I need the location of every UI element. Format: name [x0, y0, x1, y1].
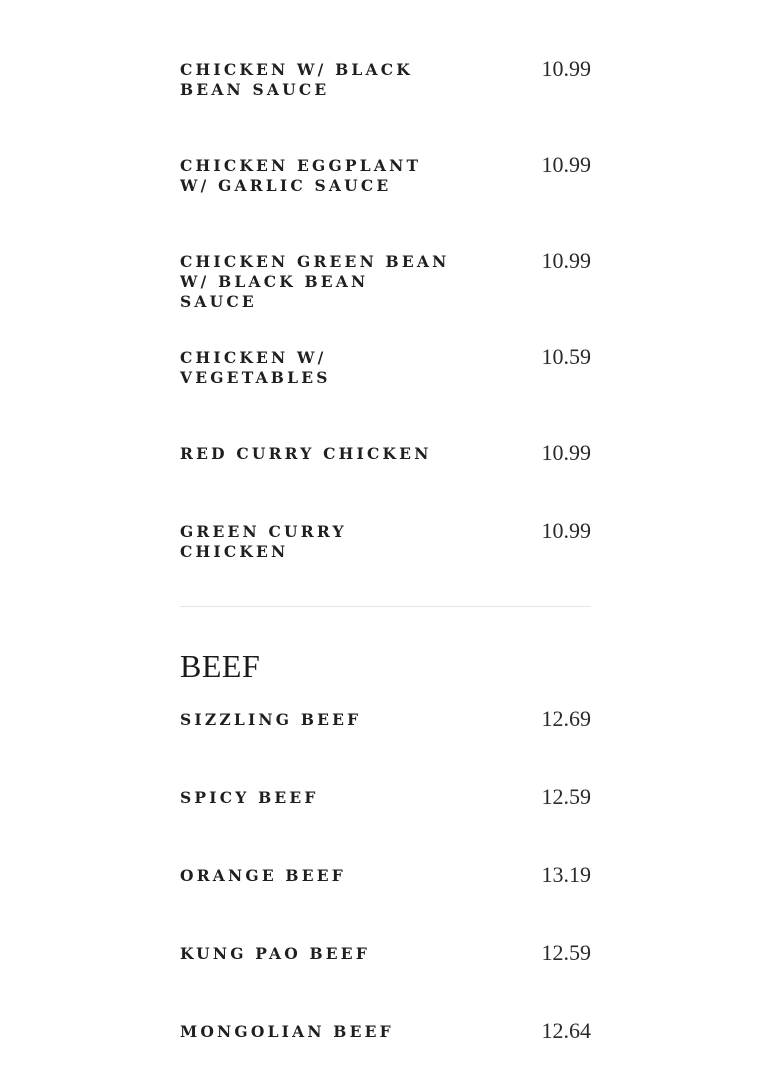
menu-item-name: SIZZLING BEEF — [180, 710, 362, 729]
menu-item-name: CHICKEN EGGPLANT W/ GARLIC SAUCE — [180, 156, 422, 195]
menu-item-price: 10.59 — [541, 344, 591, 369]
menu-item-price: 10.99 — [541, 518, 591, 543]
menu-item-name: SPICY BEEF — [180, 788, 319, 807]
menu-item-price: 10.99 — [541, 248, 591, 273]
menu-item-name: KUNG PAO BEEF — [180, 944, 371, 963]
menu-item-price: 13.19 — [541, 862, 591, 887]
menu-item-price: 10.99 — [541, 440, 591, 465]
menu-item-price: 10.99 — [541, 152, 591, 177]
section-title-beef: BEEF — [180, 648, 261, 684]
menu-item-price: 12.64 — [541, 1018, 591, 1043]
section-divider — [180, 606, 591, 607]
menu-item-name: CHICKEN W/ BLACK BEAN SAUCE — [180, 60, 413, 99]
menu-item-price: 12.59 — [541, 784, 591, 809]
menu-item-name: CHICKEN GREEN BEAN W/ BLACK BEAN SAUCE — [180, 252, 450, 311]
menu-item-name: ORANGE BEEF — [180, 866, 346, 885]
menu-item-name: MONGOLIAN BEEF — [180, 1022, 394, 1041]
menu-item-name: GREEN CURRY CHICKEN — [180, 522, 347, 561]
menu-item-price: 10.99 — [541, 56, 591, 81]
menu-item-name: CHICKEN W/ VEGETABLES — [180, 348, 331, 387]
menu-item-price: 12.59 — [541, 940, 591, 965]
menu-item-name: RED CURRY CHICKEN — [180, 444, 432, 463]
menu-item-price: 12.69 — [541, 706, 591, 731]
